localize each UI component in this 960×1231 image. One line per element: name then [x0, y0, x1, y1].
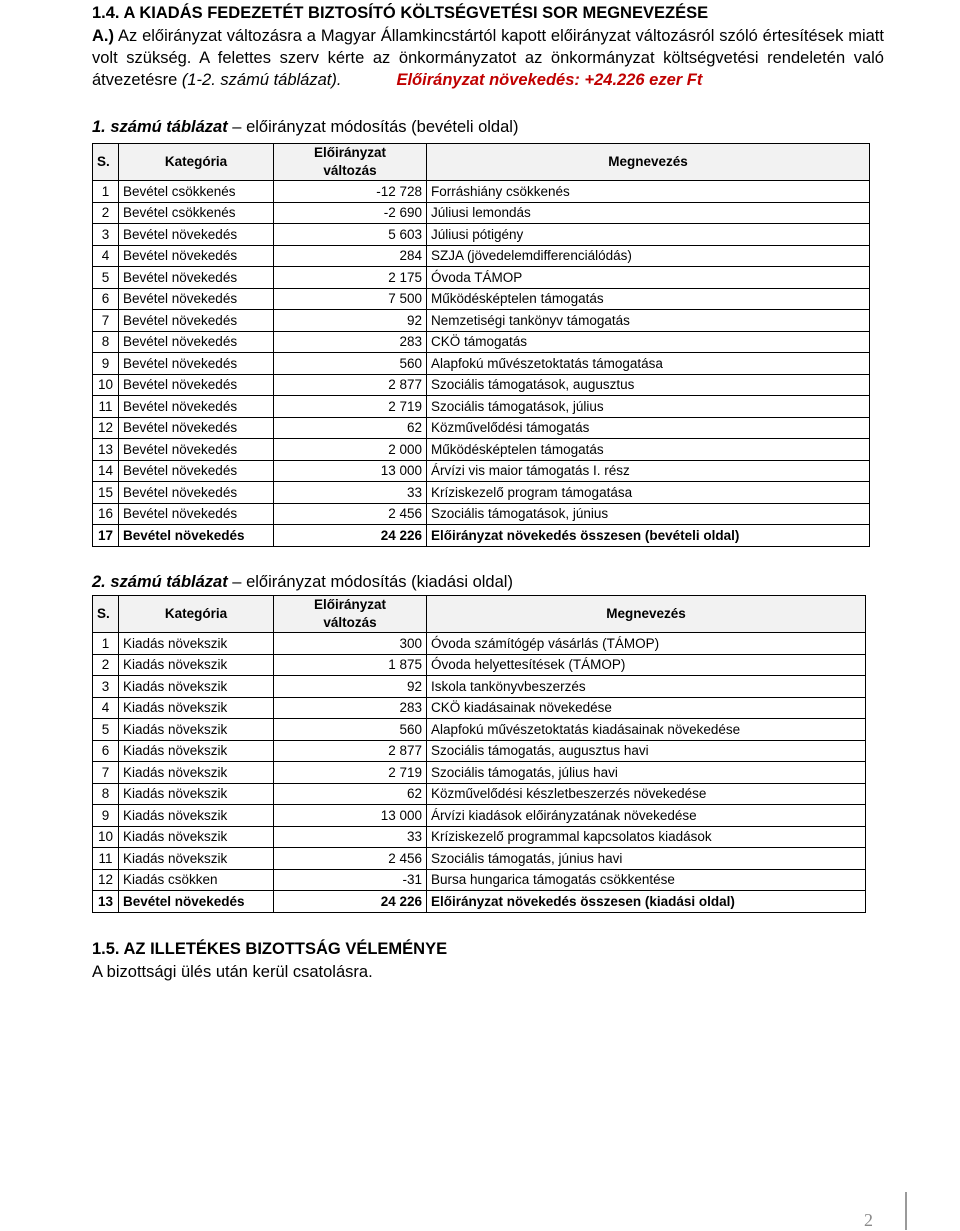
cell-kategoria: Bevétel növekedés: [119, 245, 274, 267]
section2-text: A bizottsági ülés után kerül csatolásra.: [92, 963, 373, 981]
cell-s: 10: [93, 826, 119, 848]
cell-valtozas: -2 690: [274, 202, 427, 224]
cell-s: 8: [93, 331, 119, 353]
cell-s: 2: [93, 202, 119, 224]
col-header-valtozas: [274, 596, 427, 633]
cell-s: 5: [93, 267, 119, 289]
cell-megnevezes: Iskola tankönyvbeszerzés: [427, 676, 866, 698]
page-number: 2: [864, 1210, 873, 1230]
cell-valtozas: 5 603: [274, 224, 427, 246]
cell-valtozas: 2 456: [274, 503, 427, 525]
cell-kategoria: Bevétel növekedés: [119, 417, 274, 439]
cell-valtozas: -31: [274, 869, 427, 891]
cell-kategoria: Kiadás növekszik: [119, 697, 274, 719]
cell-kategoria: Bevétel növekedés: [119, 374, 274, 396]
intro-highlight: Előirányzat növekedés: +24.226 ezer Ft: [396, 71, 703, 89]
col-header-kategoria: Kategória: [119, 596, 274, 633]
cell-valtozas: 7 500: [274, 288, 427, 310]
cell-megnevezes: CKÖ támogatás: [427, 331, 870, 353]
table-row: [93, 374, 870, 396]
cell-s: 7: [93, 310, 119, 332]
table-row: [93, 826, 866, 848]
cell-kategoria: Bevétel növekedés: [119, 310, 274, 332]
cell-megnevezes: Alapfokú művészetoktatás kiadásainak növekedése: [427, 719, 866, 741]
table-row: [93, 417, 870, 439]
cell-valtozas: 284: [274, 245, 427, 267]
cell-s: 12: [93, 869, 119, 891]
cell-kategoria: Kiadás csökken: [119, 869, 274, 891]
table2-caption-rest: – előirányzat módosítás (kiadási oldal): [227, 573, 513, 591]
cell-kategoria: Bevétel növekedés: [119, 482, 274, 504]
col-header-megnevezes: Megnevezés: [427, 144, 870, 181]
cell-kategoria: Bevétel növekedés: [119, 525, 274, 547]
table-row: [93, 310, 870, 332]
cell-s: 11: [93, 396, 119, 418]
cell-kategoria: Bevétel csökkenés: [119, 181, 274, 203]
cell-s: 14: [93, 460, 119, 482]
table-row: [93, 267, 870, 289]
cell-megnevezes: Árvízi vis maior támogatás I. rész: [427, 460, 870, 482]
table-row: [93, 633, 866, 655]
table-row: [93, 503, 870, 525]
table-row: [93, 460, 870, 482]
table-row: [93, 202, 870, 224]
cell-valtozas: 2 719: [274, 762, 427, 784]
cell-s: 1: [93, 181, 119, 203]
cell-kategoria: Kiadás növekszik: [119, 719, 274, 741]
cell-megnevezes: Közművelődési készletbeszerzés növekedése: [427, 783, 866, 805]
table2-caption: [92, 573, 513, 592]
cell-s: 5: [93, 719, 119, 741]
table2-header-row: [93, 596, 866, 633]
table-row: [93, 224, 870, 246]
cell-valtozas: 283: [274, 697, 427, 719]
table-row: [93, 869, 866, 891]
cell-valtozas: 2 719: [274, 396, 427, 418]
cell-s: 4: [93, 697, 119, 719]
cell-valtozas: 2 877: [274, 374, 427, 396]
table-row: [93, 288, 870, 310]
cell-kategoria: Kiadás növekszik: [119, 654, 274, 676]
intro-text: Az előirányzat változásra a Magyar Államkincstártól kapott előirányzat változásról szóló értesítések miatt volt szükség. A felettes szerv kérte az önkormányzatot az önkormányzat költségvetési rendeletén való átvezetésre: [92, 27, 884, 89]
cell-valtozas: 2 877: [274, 740, 427, 762]
table-row: [93, 396, 870, 418]
section2-heading: 1.5. AZ ILLETÉKES BIZOTTSÁG VÉLEMÉNYE: [92, 940, 448, 958]
cell-kategoria: Kiadás növekszik: [119, 762, 274, 784]
cell-kategoria: Kiadás növekszik: [119, 848, 274, 870]
table1-caption-rest: – előirányzat módosítás (bevételi oldal): [227, 118, 519, 136]
cell-s: 9: [93, 805, 119, 827]
cell-s: 8: [93, 783, 119, 805]
col-header-s: S.: [93, 144, 119, 181]
cell-s: 11: [93, 848, 119, 870]
table-row: [93, 740, 866, 762]
cell-kategoria: Bevétel növekedés: [119, 224, 274, 246]
cell-s: 15: [93, 482, 119, 504]
col-header-megnevezes: Megnevezés: [427, 596, 866, 633]
cell-kategoria: Bevétel csökkenés: [119, 202, 274, 224]
intro-paragraph: [92, 25, 884, 91]
cell-kategoria: Kiadás növekszik: [119, 826, 274, 848]
table-row: [93, 697, 866, 719]
table1-header-row: [93, 144, 870, 181]
cell-megnevezes: Működésképtelen támogatás: [427, 288, 870, 310]
table-total-row: [93, 525, 870, 547]
cell-megnevezes: Júliusi pótigény: [427, 224, 870, 246]
col-header-valtozas-line2: változás: [323, 163, 377, 178]
col-header-valtozas-line1: Előirányzat: [313, 145, 387, 160]
cell-valtozas: 24 226: [274, 891, 427, 913]
cell-s: 6: [93, 288, 119, 310]
table-row: [93, 331, 870, 353]
cell-valtozas: 13 000: [274, 460, 427, 482]
cell-megnevezes: CKÖ kiadásainak növekedése: [427, 697, 866, 719]
cell-megnevezes: Előirányzat növekedés összesen (kiadási oldal): [427, 891, 866, 913]
cell-kategoria: Bevétel növekedés: [119, 460, 274, 482]
cell-s: 17: [93, 525, 119, 547]
cell-valtozas: 2 456: [274, 848, 427, 870]
cell-kategoria: Bevétel növekedés: [119, 396, 274, 418]
cell-megnevezes: Közművelődési támogatás: [427, 417, 870, 439]
cell-megnevezes: Óvoda számítógép vásárlás (TÁMOP): [427, 633, 866, 655]
cell-valtozas: 92: [274, 310, 427, 332]
cell-s: 1: [93, 633, 119, 655]
table-row: [93, 654, 866, 676]
cell-s: 3: [93, 676, 119, 698]
cell-megnevezes: Szociális támogatás, augusztus havi: [427, 740, 866, 762]
cell-kategoria: Bevétel növekedés: [119, 288, 274, 310]
cell-s: 10: [93, 374, 119, 396]
cell-kategoria: Kiadás növekszik: [119, 805, 274, 827]
cell-valtozas: -12 728: [274, 181, 427, 203]
cell-s: 7: [93, 762, 119, 784]
cell-s: 13: [93, 891, 119, 913]
cell-valtozas: 24 226: [274, 525, 427, 547]
table-row: [93, 245, 870, 267]
cell-valtozas: 62: [274, 783, 427, 805]
cell-megnevezes: SZJA (jövedelemdifferenciálódás): [427, 245, 870, 267]
col-header-kategoria: Kategória: [119, 144, 274, 181]
cell-megnevezes: Működésképtelen támogatás: [427, 439, 870, 461]
col-header-s: S.: [93, 596, 119, 633]
cell-megnevezes: Alapfokú művészetoktatás támogatása: [427, 353, 870, 375]
cell-megnevezes: Júliusi lemondás: [427, 202, 870, 224]
col-header-valtozas-line1: Előirányzat: [313, 597, 387, 612]
cell-s: 3: [93, 224, 119, 246]
cell-megnevezes: Szociális támogatások, július: [427, 396, 870, 418]
cell-valtozas: 2 175: [274, 267, 427, 289]
table-row: [93, 482, 870, 504]
cell-kategoria: Kiadás növekszik: [119, 633, 274, 655]
table2-body: [93, 633, 866, 913]
table-row: [93, 181, 870, 203]
cell-megnevezes: Szociális támogatás, július havi: [427, 762, 866, 784]
table-row: [93, 762, 866, 784]
table-row: [93, 848, 866, 870]
table-row: [93, 353, 870, 375]
cell-kategoria: Bevétel növekedés: [119, 331, 274, 353]
cell-kategoria: Kiadás növekszik: [119, 783, 274, 805]
table-row: [93, 783, 866, 805]
cell-valtozas: 560: [274, 719, 427, 741]
table-total-row: [93, 891, 866, 913]
cell-kategoria: Bevétel növekedés: [119, 267, 274, 289]
cell-valtozas: 1 875: [274, 654, 427, 676]
cell-kategoria: Bevétel növekedés: [119, 353, 274, 375]
cell-s: 12: [93, 417, 119, 439]
col-header-valtozas: [274, 144, 427, 181]
cell-megnevezes: Szociális támogatások, augusztus: [427, 374, 870, 396]
table1-caption-num: 1. számú táblázat: [92, 118, 228, 136]
cell-valtozas: 62: [274, 417, 427, 439]
cell-s: 2: [93, 654, 119, 676]
cell-valtozas: 33: [274, 826, 427, 848]
col-header-valtozas-line2: változás: [323, 615, 377, 630]
cell-valtozas: 92: [274, 676, 427, 698]
cell-s: 9: [93, 353, 119, 375]
page-number-divider: [905, 1192, 907, 1230]
table-row: [93, 676, 866, 698]
cell-valtozas: 13 000: [274, 805, 427, 827]
cell-s: 13: [93, 439, 119, 461]
cell-valtozas: 300: [274, 633, 427, 655]
cell-megnevezes: Óvoda helyettesítések (TÁMOP): [427, 654, 866, 676]
cell-megnevezes: Előirányzat növekedés összesen (bevételi oldal): [427, 525, 870, 547]
table-row: [93, 439, 870, 461]
cell-s: 4: [93, 245, 119, 267]
cell-valtozas: 560: [274, 353, 427, 375]
cell-kategoria: Bevétel növekedés: [119, 891, 274, 913]
table1-body: [93, 181, 870, 547]
table-row: [93, 805, 866, 827]
cell-valtozas: 33: [274, 482, 427, 504]
cell-s: 6: [93, 740, 119, 762]
cell-megnevezes: Krízisk​ezelő program támogatása: [427, 482, 870, 504]
cell-megnevezes: Krízisk​ezelő programmal kapcsolatos kiadások: [427, 826, 866, 848]
cell-megnevezes: Árvízi kiadások előirányzatának növekedése: [427, 805, 866, 827]
cell-megnevezes: Óvoda TÁMOP: [427, 267, 870, 289]
cell-megnevezes: Szociális támogatások, június: [427, 503, 870, 525]
cell-valtozas: 2 000: [274, 439, 427, 461]
cell-kategoria: Kiadás növekszik: [119, 740, 274, 762]
section-heading: 1.4. A KIADÁS FEDEZETÉT BIZTOSÍTÓ KÖLTSÉGVETÉSI SOR MEGNEVEZÉSE: [92, 4, 709, 22]
intro-note: (1-2. számú táblázat).: [181, 71, 342, 89]
intro-label: A.): [92, 27, 114, 45]
cell-megnevezes: Nemzetiségi tankönyv támogatás: [427, 310, 870, 332]
table2-caption-num: 2. számú táblázat: [92, 573, 228, 591]
cell-kategoria: Bevétel növekedés: [119, 439, 274, 461]
cell-megnevezes: Forráshiány csökkenés: [427, 181, 870, 203]
cell-kategoria: Bevétel növekedés: [119, 503, 274, 525]
table2: [92, 595, 866, 913]
table1: [92, 143, 870, 547]
cell-valtozas: 283: [274, 331, 427, 353]
cell-megnevezes: Szociális támogatás, június havi: [427, 848, 866, 870]
cell-s: 16: [93, 503, 119, 525]
table1-caption: [92, 118, 518, 137]
cell-kategoria: Kiadás növekszik: [119, 676, 274, 698]
cell-megnevezes: Bursa hungarica támogatás csökkentése: [427, 869, 866, 891]
table-row: [93, 719, 866, 741]
